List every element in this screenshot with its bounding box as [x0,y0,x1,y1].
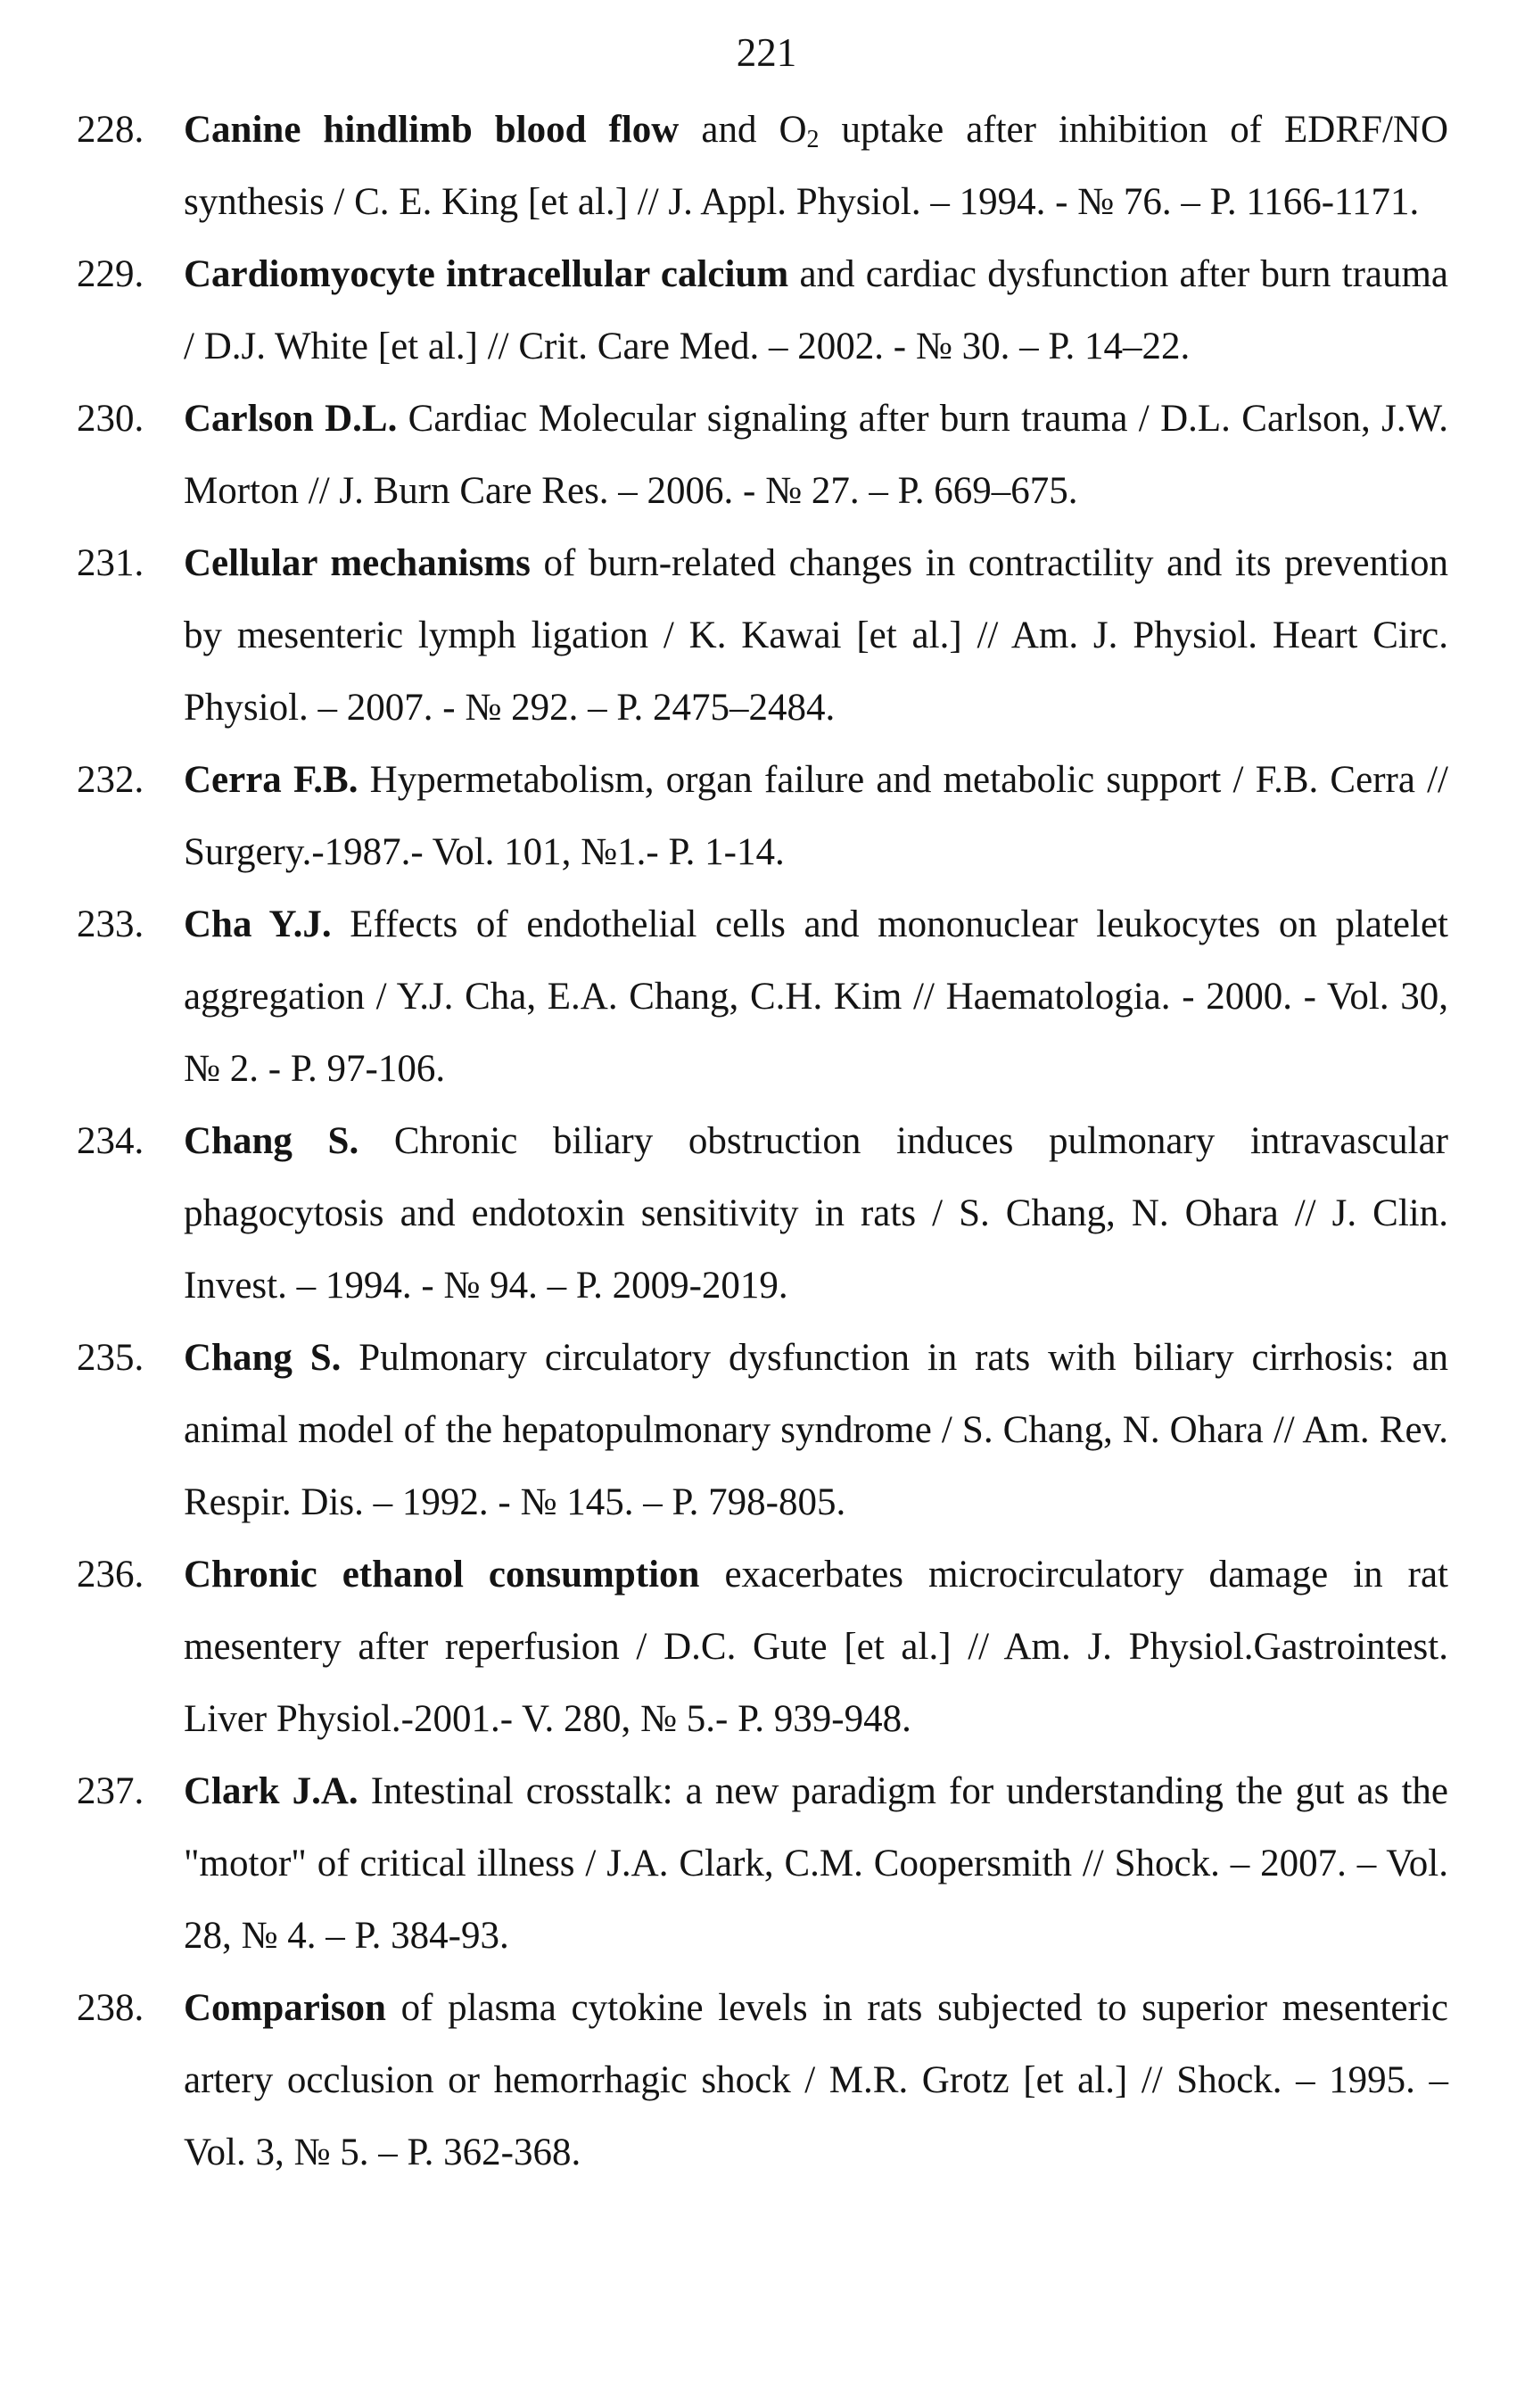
reference-number: 236. [77,1554,144,1596]
reference-number: 230. [77,398,144,440]
reference-lead: Cha Y.J. [184,903,332,945]
reference-list [0,94,1533,2189]
reference-number: 233. [77,903,144,945]
reference-text: exacerbates microcirculatory damage in rat mesentery after reperfusion / D.C. Gute [et al.] // Am. J. Physiol.Gastrointest. Liver Physiol.-2001.- V. 280, № 5.- P. 939-948. [184,1554,1448,1740]
reference-item [0,744,1533,888]
reference-lead: Chang S. [184,1120,359,1162]
reference-lead: Chang S. [184,1337,342,1379]
reference-lead: Clark J.A. [184,1770,359,1812]
reference-text: Effects of endothelial cells and mononuclear leukocytes on platelet aggregation / Y.J. Cha, E.A. Chang, C.H. Kim // Haematologia. - 2000. - Vol. 30, № 2. - P. 97-106. [184,903,1448,1090]
reference-subscript: 2 [806,126,820,153]
reference-text: uptake after inhibition of EDRF/NO synthesis / C. E. King [et al.] // J. Appl. Physiol. – 1994. - № 76. – P. 1166-1171. [184,109,1449,223]
reference-number: 229. [77,253,144,295]
reference-item [0,1322,1533,1538]
reference-text: Hypermetabolism, organ failure and metabolic support / F.B. Cerra // Surgery.-1987.- Vol. 101, №1.- P. 1-14. [184,759,1448,873]
reference-lead: Cellular mechanisms [184,542,531,584]
reference-number: 238. [77,1987,144,2029]
reference-lead: Cerra F.B. [184,759,359,801]
reference-number: 235. [77,1337,144,1379]
reference-text: of burn-related changes in contractility and its prevention by mesenteric lymph ligation / K. Kawai [et al.] // Am. J. Physiol. Heart Circ. Physiol. – 2007. - № 292. – P. 2475–2484. [184,542,1448,729]
reference-text: and O [679,109,807,151]
reference-number: 231. [77,542,144,584]
reference-text: and cardiac dysfunction after burn trauma / D.J. White [et al.] // Crit. Care Med. – 2002. - № 30. – P. 14–22. [184,253,1449,367]
reference-item [0,238,1533,383]
reference-lead: Cardiomyocyte intracellular calcium [184,253,789,295]
reference-text: Intestinal crosstalk: a new paradigm for understanding the gut as the "motor" of critical illness / J.A. Clark, C.M. Coopersmith // Shock. – 2007. – Vol. 28, № 4. – P. 384-93. [184,1770,1448,1957]
reference-lead: Carlson D.L. [184,398,398,440]
page-number: 221 [736,30,797,75]
reference-item [0,888,1533,1105]
reference-number: 232. [77,759,144,801]
reference-item [0,383,1533,527]
reference-text: Chronic biliary obstruction induces pulmonary intravascular phagocytosis and endotoxin sensitivity in rats / S. Chang, N. Ohara // J. Clin. Invest. – 1994. - № 94. – P. 2009-2019. [184,1120,1448,1307]
reference-lead: Comparison [184,1987,386,2029]
reference-item [0,527,1533,744]
reference-item [0,1105,1533,1322]
reference-text: Cardiac Molecular signaling after burn trauma / D.L. Carlson, J.W. Morton // J. Burn Care Res. – 2006. - № 27. – P. 669–675. [184,398,1449,512]
reference-item [0,1538,1533,1755]
reference-number: 234. [77,1120,144,1162]
reference-item [0,1755,1533,1972]
reference-text: Pulmonary circulatory dysfunction in rats with biliary cirrhosis: an animal model of the hepatopulmonary syndrome / S. Chang, N. Ohara // Am. Rev. Respir. Dis. – 1992. - № 145. – P. 798-805. [184,1337,1449,1523]
reference-text: of plasma cytokine levels in rats subjected to superior mesenteric artery occlusion or hemorrhagic shock / M.R. Grotz [et al.] // Shock. – 1995. – Vol. 3, № 5. – P. 362-368. [184,1987,1448,2173]
reference-number: 237. [77,1770,144,1812]
reference-lead: Canine hindlimb blood flow [184,109,680,151]
reference-item [0,1972,1533,2189]
reference-item [0,94,1533,238]
reference-number: 228. [77,109,144,151]
reference-lead: Chronic ethanol consumption [184,1554,700,1596]
